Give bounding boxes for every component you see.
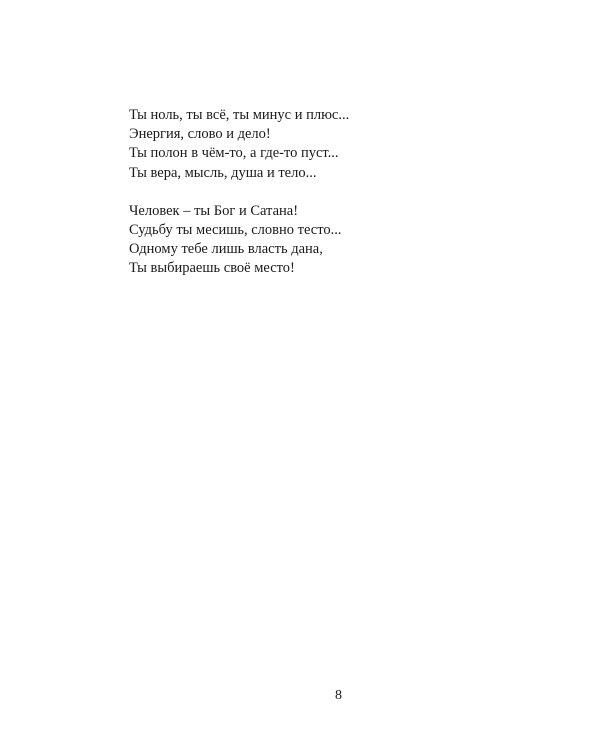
poem-line: Ты ноль, ты всё, ты минус и плюс...	[129, 107, 350, 123]
poem-line: Ты выбираешь своё место!	[129, 260, 295, 277]
poem-line: Ты полон в чём-то, а где-то пуст...	[129, 145, 339, 162]
poem	[129, 106, 509, 298]
poem-line: Ты вера, мысль, душа и тело...	[129, 164, 317, 181]
page-number: 8	[335, 688, 342, 703]
poem-line: Человек – ты Бог и Сатана!	[129, 202, 299, 219]
stanza-1	[129, 106, 509, 183]
poem-line: Одному тебе лишь власть дана,	[129, 241, 323, 258]
poem-line: Судьбу ты месишь, словно тесто...	[129, 222, 342, 239]
stanza-2	[129, 202, 509, 279]
poem-line: Энергия, слово и дело!	[129, 126, 271, 143]
